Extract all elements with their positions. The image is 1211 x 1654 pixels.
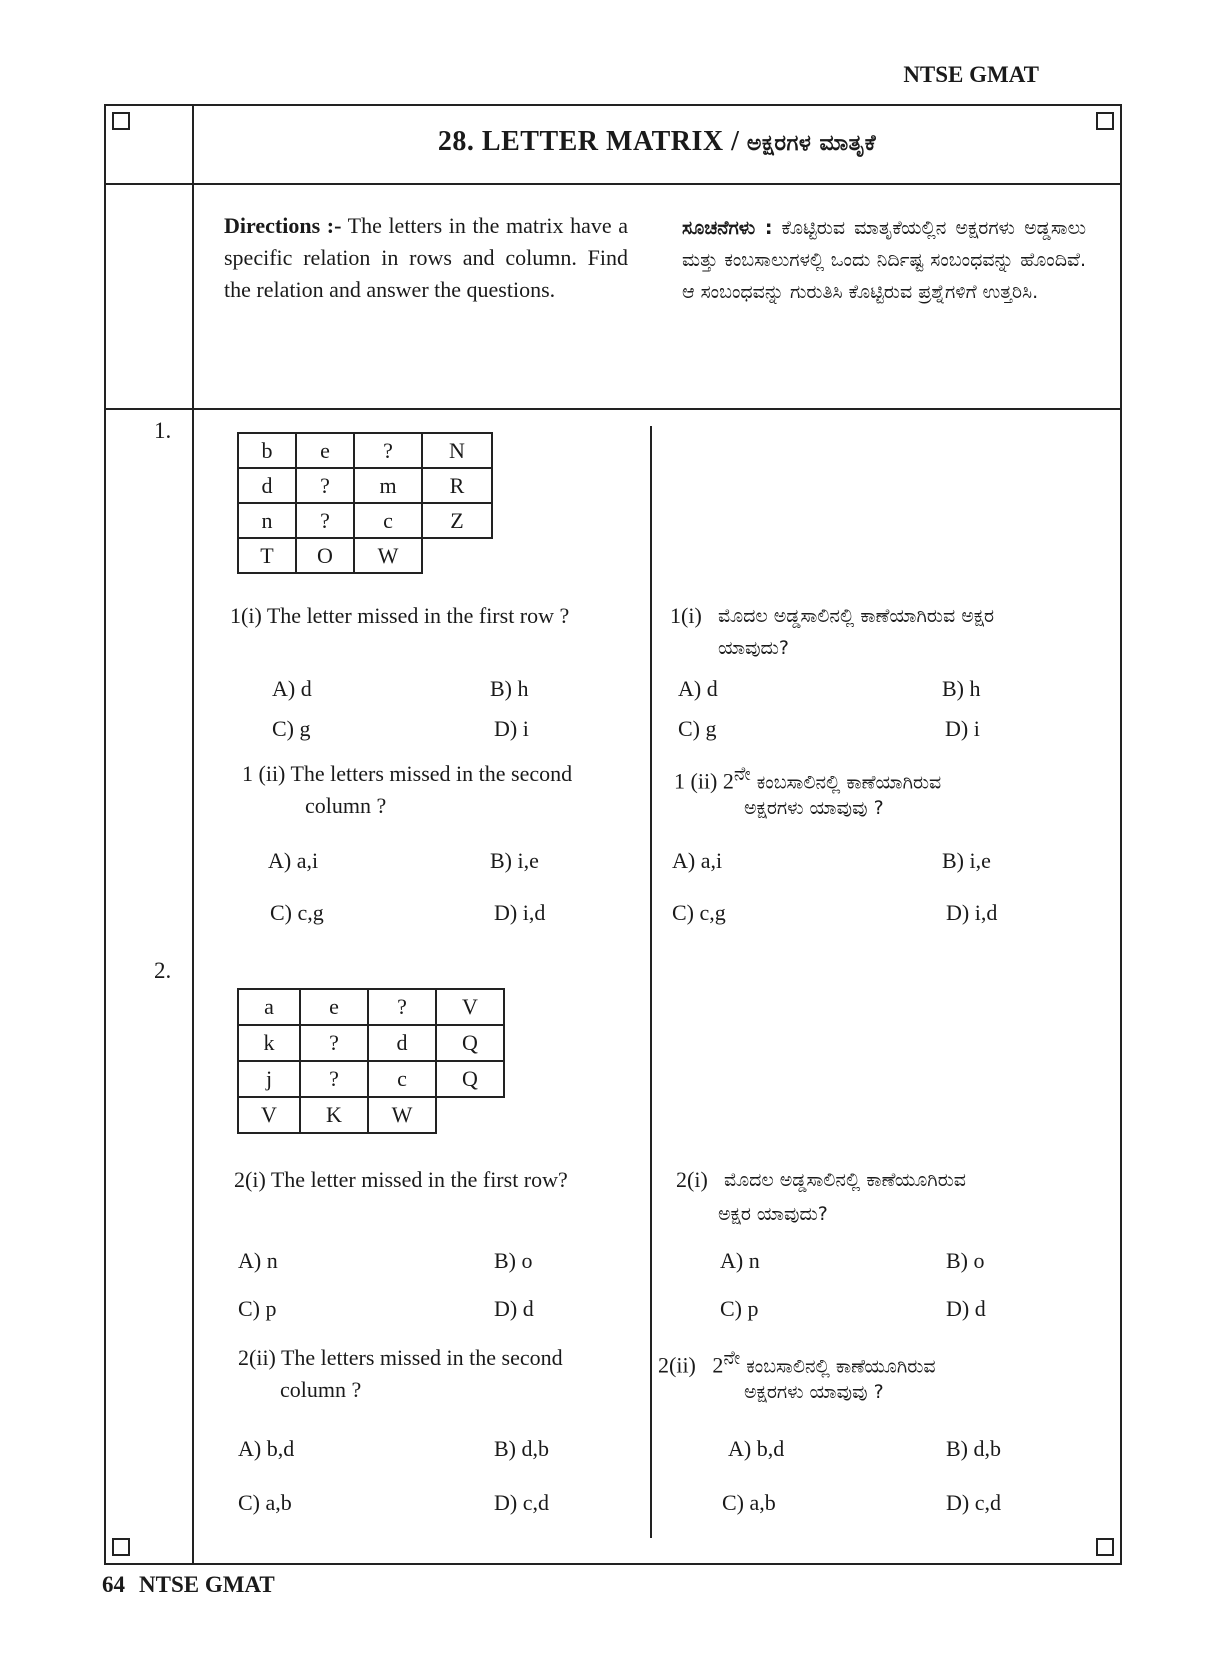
chapter-title-en: 28. LETTER MATRIX (437, 126, 724, 157)
matrix-cell: e (300, 989, 368, 1025)
corner-ornament-icon (112, 1538, 130, 1556)
option-c: C) p (238, 1296, 277, 1321)
option-b: B) i,e (490, 848, 539, 873)
title-divider (104, 183, 1122, 185)
option-b: B) o (494, 1248, 533, 1273)
ordinal-suffix: ನೇ (733, 763, 751, 785)
question-text-kn: ಅಕ್ಷರಗಳು ಯಾವುವು ? (744, 1381, 884, 1403)
matrix-cell: j (238, 1061, 300, 1097)
matrix-cell: b (238, 433, 296, 468)
option-d-kn: D) c,d (946, 1490, 1001, 1515)
matrix-cell: K (300, 1097, 368, 1133)
question-number-kn: 1(i) (670, 603, 702, 628)
question-text-kn: ಅಕ್ಷರ ಯಾವುದು? (718, 1203, 828, 1225)
option-b-kn: B) d,b (946, 1436, 1001, 1461)
matrix-cell: W (354, 538, 422, 573)
option-a-kn: A) a,i (672, 848, 723, 873)
option-d: D) i (494, 716, 529, 741)
option-d-kn: D) i,d (946, 900, 998, 925)
option-a: A) b,d (238, 1436, 295, 1461)
matrix-cell: W (368, 1097, 436, 1133)
matrix-cell: Q (436, 1061, 504, 1097)
question-line-kn: ಕಂಬಸಾಲಿನಲ್ಲಿ ಕಾಣೆಯೂಗಿರುವ (740, 1355, 936, 1378)
footer-title: NTSE GMAT (139, 1572, 275, 1597)
option-b: B) d,b (494, 1436, 549, 1461)
matrix-cell: Q (436, 1025, 504, 1061)
question-number: 1. (154, 418, 172, 443)
option-d-kn: D) d (946, 1296, 986, 1321)
question-number-kn: 2(ii) 2 (658, 1352, 724, 1378)
option-a-kn: A) b,d (728, 1436, 785, 1461)
option-a: A) a,i (268, 848, 319, 873)
matrix-cell: ? (296, 468, 354, 503)
question-text-en: 1(i) The letter missed in the first row ? (230, 603, 570, 628)
question-text-kn: ಮೊದಲ ಅಡ್ಡಸಾಲಿನಲ್ಲಿ ಕಾಣೆಯಾಗಿರುವ ಅಕ್ಷರ (718, 605, 995, 627)
directions-kannada (682, 212, 1086, 308)
option-c: C) a,b (238, 1490, 292, 1515)
matrix-cell-empty (422, 538, 492, 573)
matrix-cell: ? (296, 503, 354, 538)
question-text-en: 2(i) The letter missed in the first row? (234, 1167, 568, 1192)
question-line-kn: ಕಂಬಸಾಲಿನಲ್ಲಿ ಕಾಣೆಯಾಗಿರುವ (750, 771, 942, 794)
running-header: NTSE GMAT (903, 62, 1039, 87)
question-text-en: 2(ii) The letters missed in the second (238, 1345, 563, 1370)
matrix-cell: k (238, 1025, 300, 1061)
question-text-en: 1 (ii) The letters missed in the second (242, 761, 573, 786)
directions-text-kn: ಕೊಟ್ಟಿರುವ ಮಾತೃಕೆಯಲ್ಲಿನ ಅಕ್ಷರಗಳು ಅಡ್ಡಸಾಲು ಮತ್ತು ಕಂಬಸಾಲುಗಳಲ್ಲಿ ಒಂದು ನಿರ್ದಿಷ್ಟ ಸಂಬಂಧವನ್ನು ಹೊಂದಿವೆ. ಆ ಸಂಬಂಧವನ್ನು ಗುರುತಿಸಿ ಕೊಟ್ಟಿರುವ ಪ್ರಶ್ನೆಗಳಿಗೆ ಉತ್ತರಿಸಿ. (682, 217, 1086, 303)
matrix-cell: e (296, 433, 354, 468)
option-b: B) h (490, 676, 529, 701)
option-c-kn: C) c,g (672, 900, 726, 925)
matrix-cell: O (296, 538, 354, 573)
question-text-kn: ಅಕ್ಷರಗಳು ಯಾವುವು ? (744, 797, 884, 819)
option-c-kn: C) a,b (722, 1490, 776, 1515)
option-d: D) d (494, 1296, 534, 1321)
matrix-cell: V (238, 1097, 300, 1133)
matrix-cell: n (238, 503, 296, 538)
title-separator: / (723, 126, 747, 157)
matrix-cell: T (238, 538, 296, 573)
matrix-cell: m (354, 468, 422, 503)
chapter-title (194, 126, 1120, 158)
language-divider (650, 426, 652, 1538)
matrix-cell: Z (422, 503, 492, 538)
option-d-kn: D) i (945, 716, 980, 741)
question-text-en: column ? (280, 1377, 362, 1402)
matrix-cell: ? (368, 989, 436, 1025)
matrix-cell: ? (300, 1061, 368, 1097)
page-number: 64 (102, 1572, 125, 1597)
option-c: C) g (272, 716, 311, 741)
directions-divider (104, 408, 1122, 410)
option-c-kn: C) p (720, 1296, 759, 1321)
matrix-cell: d (368, 1025, 436, 1061)
matrix-cell: N (422, 433, 492, 468)
matrix-cell: a (238, 989, 300, 1025)
corner-ornament-icon (1096, 1538, 1114, 1556)
matrix-cell: ? (300, 1025, 368, 1061)
matrix-cell: ? (354, 433, 422, 468)
page-footer (102, 1572, 275, 1598)
option-c: C) c,g (270, 900, 324, 925)
option-b-kn: B) o (946, 1248, 985, 1273)
matrix-cell: d (238, 468, 296, 503)
question-number-kn: 1 (ii) 2 (674, 768, 734, 794)
directions-label-en: Directions :- (224, 213, 342, 238)
matrix-cell: c (368, 1061, 436, 1097)
matrix-cell: R (422, 468, 492, 503)
question-number-kn: 2(i) (676, 1167, 708, 1192)
option-b-kn: B) h (942, 676, 981, 701)
directions-text-en: The letters in the matrix have a specific relation in rows and column. Find the relation and answer the questions. (224, 213, 628, 302)
option-a-kn: A) d (678, 676, 718, 701)
option-a: A) d (272, 676, 312, 701)
option-d: D) c,d (494, 1490, 549, 1515)
option-d: D) i,d (494, 900, 546, 925)
matrix-cell: c (354, 503, 422, 538)
directions-english (224, 210, 628, 306)
number-column-divider (192, 104, 194, 1565)
matrix-cell: V (436, 989, 504, 1025)
option-b-kn: B) i,e (942, 848, 991, 873)
question-text-en: column ? (305, 793, 387, 818)
question-text-kn: ಯಾವುದು? (718, 637, 789, 659)
matrix-cell-empty (436, 1097, 504, 1133)
chapter-title-kn: ಅಕ್ಷರಗಳ ಮಾತೃಕೆ (746, 131, 877, 156)
question-text-kn: ಮೊದಲ ಅಡ್ಡಸಾಲಿನಲ್ಲಿ ಕಾಣೆಯೂಗಿರುವ (724, 1169, 966, 1191)
letter-matrix (237, 988, 505, 1134)
option-a-kn: A) n (720, 1248, 760, 1273)
option-a: A) n (238, 1248, 278, 1273)
letter-matrix (237, 432, 493, 574)
directions-label-kn: ಸೂಚನೆಗಳು : (682, 217, 773, 239)
question-number: 2. (154, 958, 172, 983)
corner-ornament-icon (112, 112, 130, 130)
option-c-kn: C) g (678, 716, 717, 741)
ordinal-suffix: ನೇ (723, 1347, 741, 1369)
